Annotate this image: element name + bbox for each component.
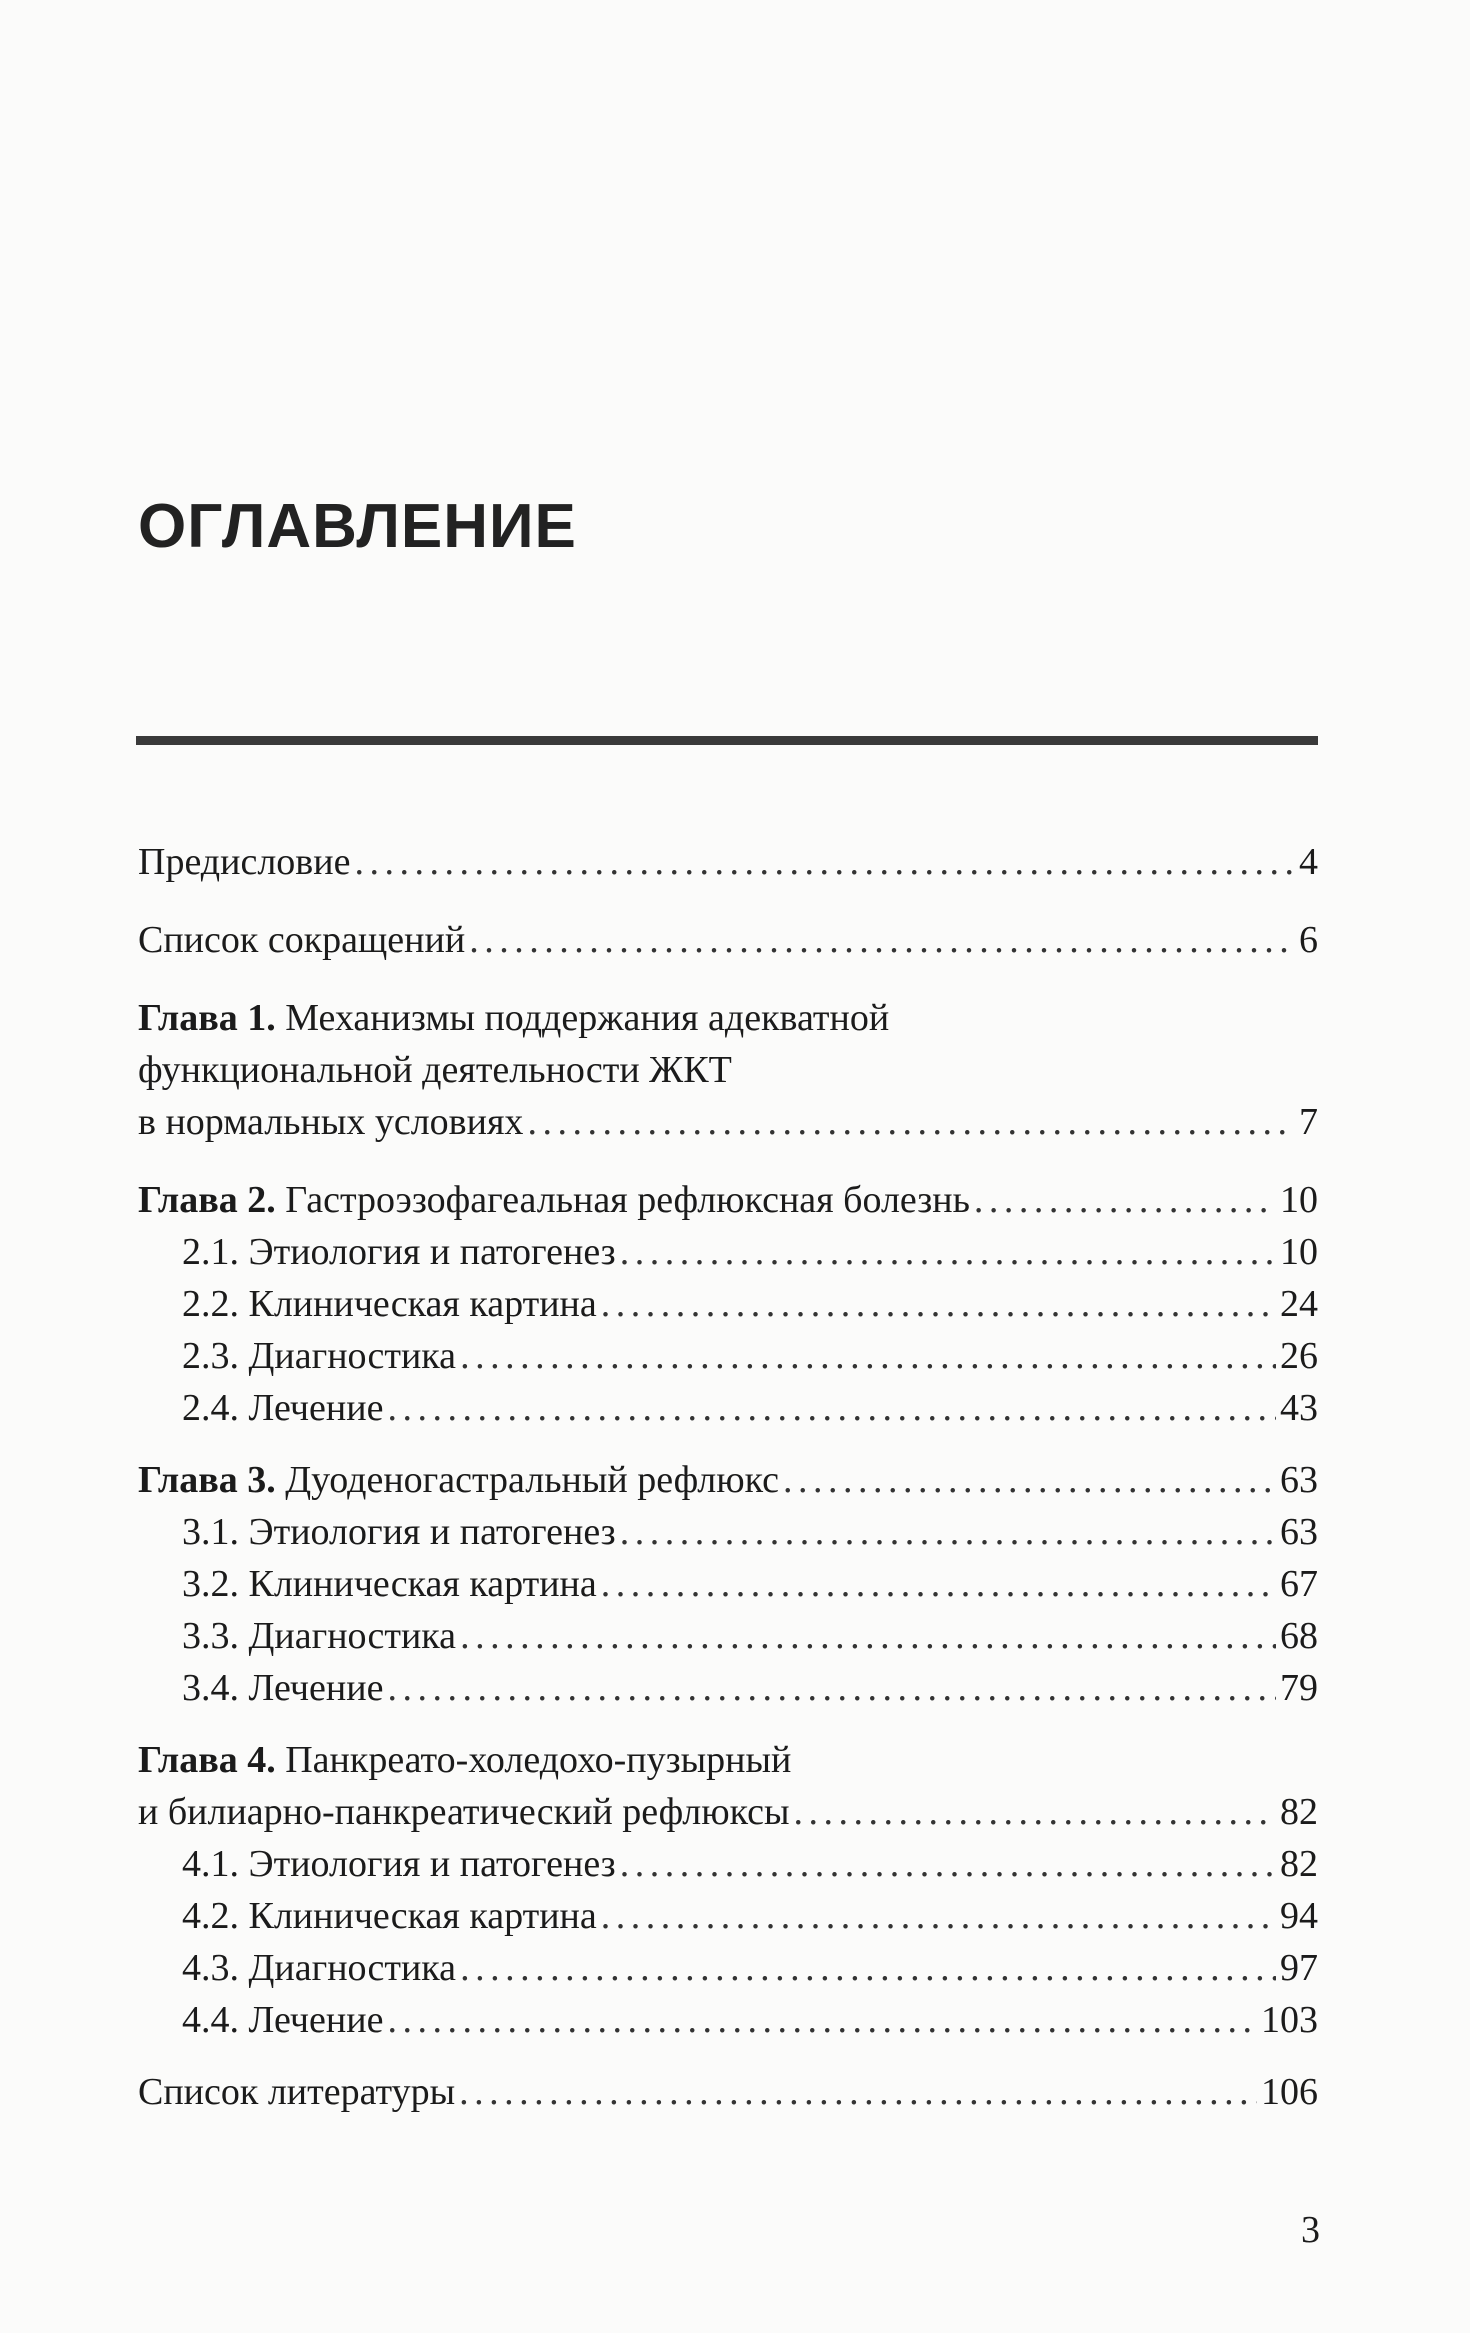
title-divider: [136, 736, 1318, 745]
toc-entry-label: и билиарно-панкреатический рефлюксы: [138, 1791, 790, 1833]
toc-page-number: 43: [1280, 1387, 1318, 1429]
chapter-prefix: Глава 1.: [138, 997, 276, 1039]
dot-leader: [469, 914, 1295, 966]
toc-chapter-title-line: [138, 992, 1318, 1044]
dot-leader: [459, 2066, 1257, 2118]
toc-page-number: 97: [1280, 1947, 1318, 1989]
toc-entry-chapter-4: [138, 1786, 1318, 1838]
dot-leader: [620, 1226, 1276, 1278]
toc-page-number: 103: [1261, 1999, 1318, 2041]
dot-leader: [387, 1662, 1276, 1714]
dot-leader: [601, 1890, 1276, 1942]
chapter-title-part: Панкреато-холедохо-пузырный: [275, 1739, 792, 1781]
toc-entry-label: 2.2. Клиническая картина: [182, 1283, 597, 1325]
page-title: ОГЛАВЛЕНИЕ: [138, 492, 577, 561]
toc-page-number: 82: [1280, 1791, 1318, 1833]
toc-page-number: 7: [1299, 1101, 1318, 1143]
chapter-title: Гастроэзофагеальная рефлюксная болезнь: [275, 1179, 970, 1221]
dot-leader: [354, 836, 1295, 888]
toc-entry-section[interactable]: [138, 1330, 1318, 1382]
toc-entry-section[interactable]: [138, 1558, 1318, 1610]
toc-entry-references[interactable]: [138, 2066, 1318, 2118]
toc-entry-label: 3.4. Лечение: [182, 1667, 384, 1709]
toc-entry-label: [138, 1454, 779, 1506]
dot-leader: [527, 1096, 1295, 1148]
toc-page-number: 10: [1280, 1179, 1318, 1221]
dot-leader: [794, 1786, 1276, 1838]
toc-page-number: 10: [1280, 1231, 1318, 1273]
dot-leader: [460, 1942, 1276, 1994]
toc-entry-label: [138, 1174, 970, 1226]
table-of-contents: [138, 836, 1318, 2118]
dot-leader: [460, 1330, 1276, 1382]
toc-entry-chapter-1: [138, 1096, 1318, 1148]
toc-entry-label: Список сокращений: [138, 919, 466, 961]
dot-leader: [601, 1278, 1276, 1330]
toc-entry-label: Список литературы: [138, 2071, 456, 2113]
toc-chapter-1[interactable]: [138, 992, 1318, 1148]
toc-entry-label: 4.4. Лечение: [182, 1999, 384, 2041]
toc-page-number: 26: [1280, 1335, 1318, 1377]
chapter-title: Дуоденогастральный рефлюкс: [275, 1459, 779, 1501]
dot-leader: [974, 1174, 1276, 1226]
toc-page-number: 63: [1280, 1459, 1318, 1501]
toc-page-number: 24: [1280, 1283, 1318, 1325]
toc-entry-label: 2.4. Лечение: [182, 1387, 384, 1429]
toc-entry-label: в нормальных условиях: [138, 1101, 524, 1143]
toc-page-number: 82: [1280, 1843, 1318, 1885]
toc-entry-label: 2.1. Этиология и патогенез: [182, 1231, 616, 1273]
toc-entry-section[interactable]: [138, 1382, 1318, 1434]
dot-leader: [601, 1558, 1276, 1610]
toc-page-number: 106: [1261, 2071, 1318, 2113]
toc-entry-section[interactable]: [138, 1994, 1318, 2046]
toc-entry-label: 4.2. Клиническая картина: [182, 1895, 597, 1937]
chapter-prefix: Глава 3.: [138, 1459, 276, 1501]
dot-leader: [460, 1610, 1276, 1662]
toc-entry-section[interactable]: [138, 1506, 1318, 1558]
toc-page-number: 68: [1280, 1615, 1318, 1657]
toc-chapter-title-line: функциональной деятельности ЖКТ: [138, 1049, 732, 1091]
dot-leader: [620, 1838, 1276, 1890]
toc-entry-chapter-3[interactable]: [138, 1454, 1318, 1506]
toc-entry-label: 4.3. Диагностика: [182, 1947, 457, 1989]
page-number: 3: [1301, 2209, 1320, 2251]
toc-page-number: 79: [1280, 1667, 1318, 1709]
toc-entry-label: 3.2. Клиническая картина: [182, 1563, 597, 1605]
toc-entry-section[interactable]: [138, 1662, 1318, 1714]
toc-entry-section[interactable]: [138, 1226, 1318, 1278]
toc-page-number: 67: [1280, 1563, 1318, 1605]
toc-entry-label: 3.3. Диагностика: [182, 1615, 457, 1657]
chapter-prefix: Глава 2.: [138, 1179, 276, 1221]
toc-chapter-title-line: [138, 1734, 1318, 1786]
chapter-title-part: Механизмы поддержания адекватной: [275, 997, 890, 1039]
toc-entry-section[interactable]: [138, 1942, 1318, 1994]
dot-leader: [783, 1454, 1276, 1506]
toc-page-number: 4: [1299, 841, 1318, 883]
toc-entry-section[interactable]: [138, 1890, 1318, 1942]
toc-entry-chapter-2[interactable]: [138, 1174, 1318, 1226]
dot-leader: [387, 1382, 1276, 1434]
chapter-prefix: Глава 4.: [138, 1739, 276, 1781]
toc-entry-section[interactable]: [138, 1610, 1318, 1662]
dot-leader: [620, 1506, 1276, 1558]
toc-entry-label: 3.1. Этиология и патогенез: [182, 1511, 616, 1553]
toc-entry-label: 4.1. Этиология и патогенез: [182, 1843, 616, 1885]
toc-entry-label: Предисловие: [138, 841, 351, 883]
dot-leader: [387, 1994, 1257, 2046]
toc-page-number: 94: [1280, 1895, 1318, 1937]
toc-chapter-4[interactable]: [138, 1734, 1318, 1838]
toc-entry-section[interactable]: [138, 1838, 1318, 1890]
toc-page-number: 63: [1280, 1511, 1318, 1553]
toc-entry-section[interactable]: [138, 1278, 1318, 1330]
toc-entry-label: 2.3. Диагностика: [182, 1335, 457, 1377]
toc-entry-abbreviations[interactable]: [138, 914, 1318, 966]
toc-entry-preface[interactable]: [138, 836, 1318, 888]
toc-page-number: 6: [1299, 919, 1318, 961]
